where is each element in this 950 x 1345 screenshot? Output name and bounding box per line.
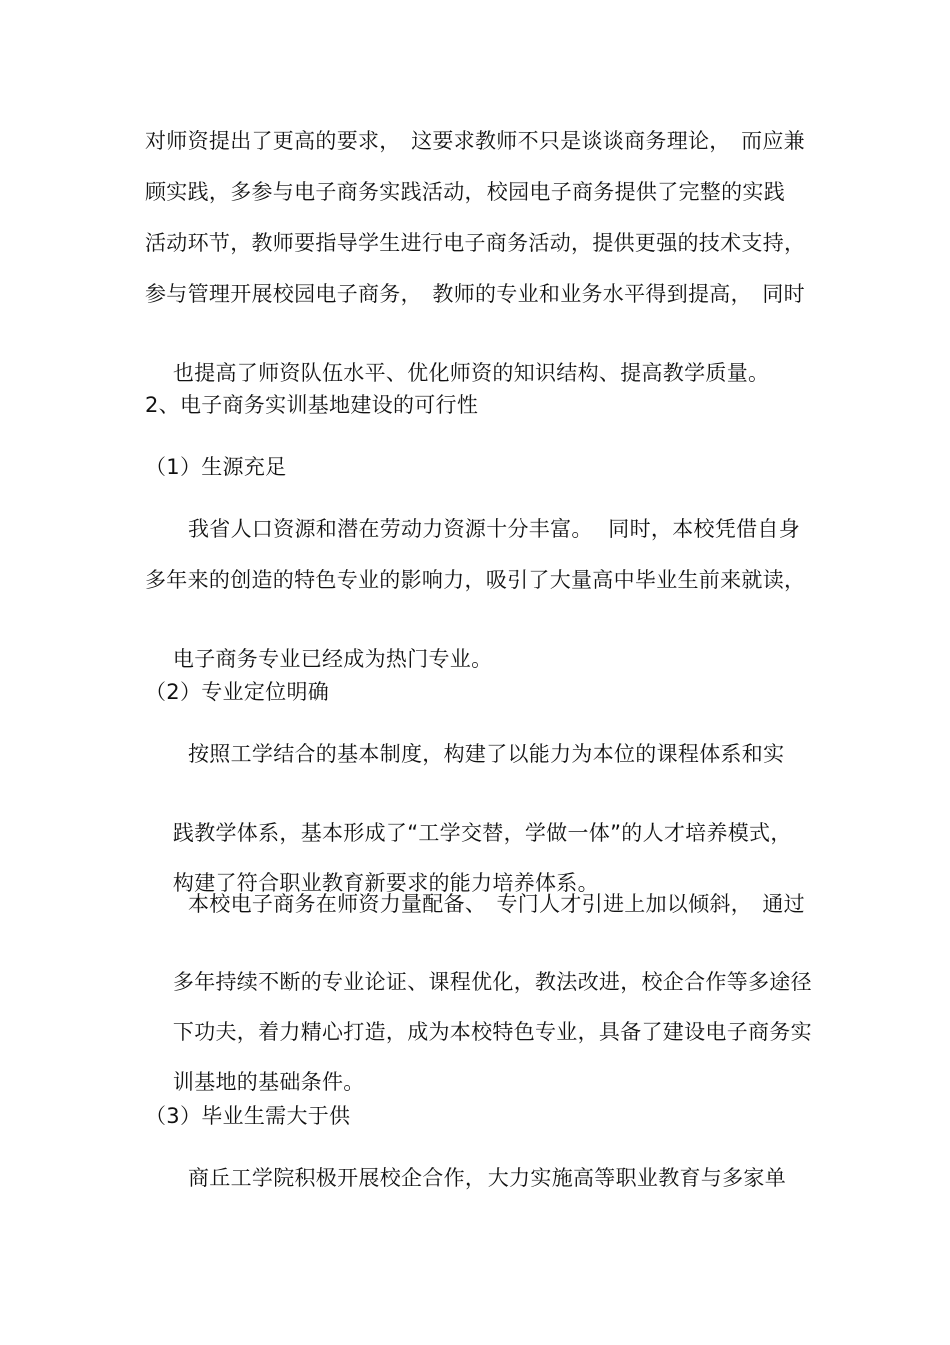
- text-segment: 同时，本校凭借自身: [608, 517, 800, 541]
- paragraph-line: [188, 740, 784, 768]
- text-segment: 也提高了师资队伍水平、优化师资的知识结构、提高教学质量。: [172, 361, 770, 385]
- text-segment: 下功夫，着力精心打造，成为本校特色专业，具备了建设电子商务实: [172, 1020, 812, 1044]
- subsection-heading: （2）专业定位明确: [145, 680, 330, 704]
- text-segment: 我省人口资源和潜在劳动力资源十分丰富。: [188, 517, 593, 541]
- text-segment: 教师的专业和业务水平得到提高，: [432, 282, 752, 306]
- paragraph-line: [188, 1164, 786, 1192]
- paragraph-line: [188, 890, 805, 918]
- text-segment: 本校电子商务在师资力量配备、: [188, 892, 487, 916]
- text-segment: 多年来的创造的特色专业的影响力，: [145, 568, 486, 592]
- text-segment: 多年持续不断的专业论证、课程优化，教法改进，校企合作等多途径: [172, 970, 812, 994]
- text-segment: 专门人才引进上加以倾斜，: [496, 892, 753, 916]
- text-segment: 训基地的基础条件。: [172, 1070, 365, 1094]
- text-segment: 构建了以能力为本位的课程体系和实: [443, 742, 785, 766]
- subsection-heading: （1）生源充足: [145, 455, 287, 479]
- paragraph-line: [145, 229, 805, 257]
- subsection-heading: （3）毕业生需大于供: [145, 1104, 351, 1128]
- text-segment: 参与管理开展校园电子商务，: [145, 282, 422, 306]
- text-segment: 大力实施高等职业教育与多家单: [487, 1166, 786, 1190]
- section-heading: 2、电子商务实训基地建设的可行性: [145, 393, 479, 417]
- text-segment: 践教学体系，基本形成了“工学交替，学做一体”的人才培养模式，: [172, 821, 792, 845]
- text-segment: 同时: [762, 282, 805, 306]
- paragraph-line: [145, 178, 785, 206]
- text-segment: 顾实践，多参与电子商务实践活动，: [145, 180, 486, 204]
- paragraph-line: [188, 515, 800, 543]
- text-segment: 电子商务专业已经成为热门专业。: [172, 647, 493, 671]
- paragraph-line: [145, 566, 805, 594]
- text-segment: 活动环节，教师要指导学生进行电子商务活动，: [145, 231, 593, 255]
- paragraph-line: [145, 280, 805, 308]
- text-segment: 商丘工学院积极开展校企合作，: [188, 1166, 487, 1190]
- text-segment: 吸引了大量高中毕业生前来就读，: [485, 568, 806, 592]
- text-segment: 提供更强的技术支持，: [592, 231, 806, 255]
- text-segment: 校园电子商务提供了完整的实践: [486, 180, 785, 204]
- paragraph-line: [145, 127, 805, 155]
- text-segment: 通过: [762, 892, 805, 916]
- text-segment: 对师资提出了更高的要求，: [145, 129, 401, 153]
- text-segment: 而应兼: [741, 129, 805, 153]
- text-segment: 构建了符合职业教育新要求的能力培养体系。: [172, 871, 599, 895]
- text-segment: 按照工学结合的基本制度，: [188, 742, 444, 766]
- text-segment: 这要求教师不只是谈谈商务理论，: [411, 129, 731, 153]
